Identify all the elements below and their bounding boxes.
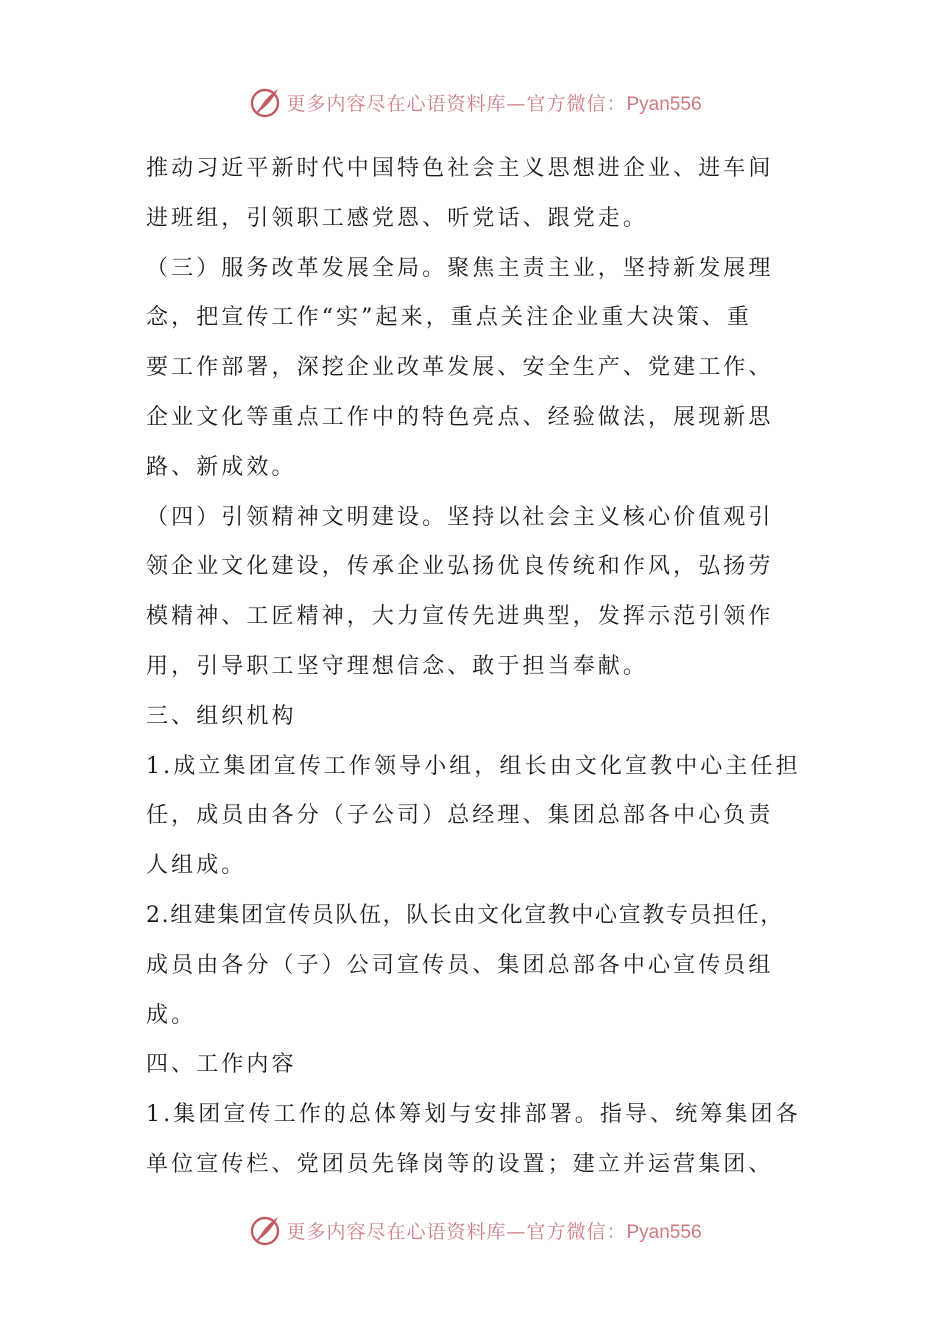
header-banner [0, 82, 950, 122]
footer-banner [0, 1210, 950, 1250]
section-heading: 三、组织机构 [146, 703, 297, 729]
section-heading: 四、工作内容 [146, 1052, 297, 1078]
header-banner-brand: Pyan556 [626, 93, 702, 115]
footer-banner-main: 更多内容尽在心语资料库—官方微信： [286, 1220, 627, 1243]
body-line: 成。 [146, 1002, 197, 1028]
body-line: 1.成立集团宣传工作领导小组，组长由文化宣教中心主任担 [146, 753, 801, 779]
body-line: 推动习近平新时代中国特色社会主义思想进企业、进车间 [146, 156, 774, 181]
body-line: （四）引领精神文明建设。坚持以社会主义核心价值观引 [146, 504, 774, 530]
body-line: 路、新成效。 [146, 454, 297, 480]
body-line: 用，引导职工坚守理想信念、敢于担当奉献。 [146, 653, 649, 679]
body-line: （三）服务改革发展全局。聚焦主责主业，坚持新发展理 [146, 255, 774, 281]
body-line: 2.组建集团宣传员队伍，队长由文化宣教中心宣教专员担任， [146, 902, 784, 928]
feather-pen-icon [248, 1213, 282, 1247]
body-line: 单位宣传栏、党团员先锋岗等的设置；建立并运营集团、 [146, 1151, 774, 1177]
body-line: 成员由各分（子）公司宣传员、集团总部各中心宣传员组 [146, 952, 774, 978]
header-banner-main: 更多内容尽在心语资料库—官方微信： [286, 92, 627, 115]
body-line: 任，成员由各分（子公司）总经理、集团总部各中心负责 [146, 803, 774, 829]
header-banner-text [286, 89, 701, 116]
body-line: 念，把宣传工作“实”起来，重点关注企业重大决策、重 [146, 305, 752, 331]
body-line: 领企业文化建设，传承企业弘扬优良传统和作风，弘扬劳 [146, 554, 774, 580]
footer-banner-brand: Pyan556 [626, 1221, 702, 1243]
body-line: 企业文化等重点工作中的特色亮点、经验做法，展现新思 [146, 404, 774, 430]
body-line: 要工作部署，深挖企业改革发展、安全生产、党建工作、 [146, 355, 774, 381]
footer-banner-text [286, 1217, 701, 1244]
document-body [146, 144, 816, 1190]
body-line: 1.集团宣传工作的总体筹划与安排部署。指导、统筹集团各 [146, 1102, 801, 1128]
body-line: 进班组，引领职工感党恩、听党话、跟党走。 [146, 205, 649, 231]
feather-pen-icon [248, 85, 282, 119]
body-line: 人组成。 [146, 853, 247, 879]
body-line: 模精神、工匠精神，大力宣传先进典型，发挥示范引领作 [146, 604, 774, 630]
